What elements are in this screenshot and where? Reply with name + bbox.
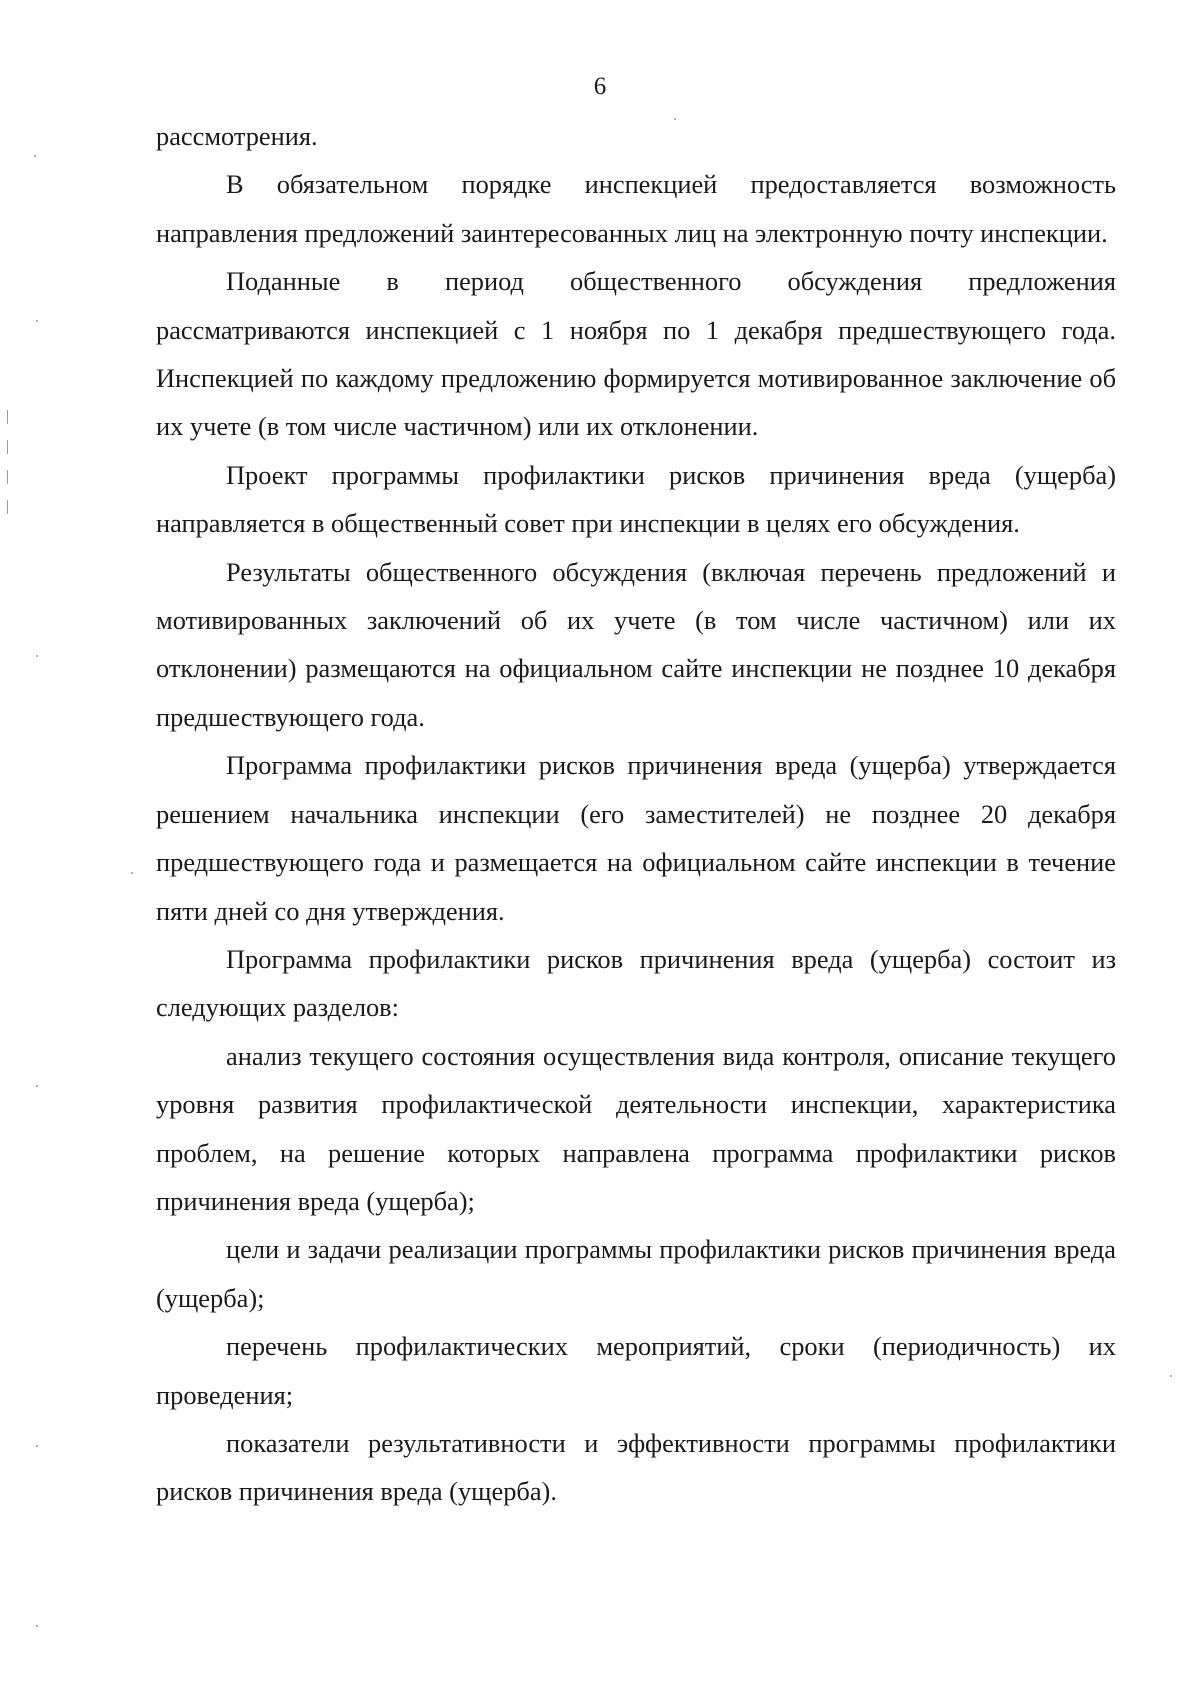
scan-speck [36, 320, 38, 322]
paragraph-continuation: рассмотрения. [156, 121, 318, 151]
scan-speck [674, 118, 676, 120]
paragraph-public-council: Проект программы профилактики рисков причинения вреда (ущерба) направляется в общественный совет при инспекции в целях его обсуждения. [156, 459, 1116, 539]
list-item-indicators: показатели результативности и эффективности программы профилактики рисков причинения вреда (ущерба). [156, 1427, 1116, 1507]
scan-speck [7, 470, 8, 484]
scan-speck [36, 655, 38, 657]
scan-speck [1170, 1375, 1172, 1377]
scan-speck [7, 410, 8, 424]
paragraph-discussion-results: Результаты общественного обсуждения (включая перечень предложений и мотивированных заключений об их учете (в том числе частичном) или их отклонении) размещаются на официальном сайте инспекции не позднее 10 декабря предшествующего года. [156, 556, 1116, 732]
list-item-goals: цели и задачи реализации программы профилактики рисков причинения вреда (ущерба); [156, 1234, 1116, 1313]
scan-speck [7, 500, 8, 514]
page-number: 6 [593, 73, 607, 100]
list-item-measures: перечень профилактических мероприятий, сроки (периодичность) их проведения; [156, 1331, 1116, 1410]
paragraph-review-period: Поданные в период общественного обсуждения предложения рассматриваются инспекцией с 1 ноября по 1 декабря предшествующего года. Инспекцией по каждому предложению формируется мотивированное заключение об их учете (в том числе частичном) или их отклонении. [156, 266, 1116, 442]
list-item-analysis: анализ текущего состояния осуществления вида контроля, описание текущего уровня развития профилактической деятельности инспекции, характеристика проблем, на решение которых направлена программа профилактики рисков причинения вреда (ущерба); [156, 1040, 1116, 1216]
scan-speck [36, 1625, 38, 1627]
paragraph-program-approval: Программа профилактики рисков причинения вреда (ущерба) утверждается решением начальника инспекции (его заместителей) не позднее 20 декабря предшествующего года и размещается на официальном сайте инспекции в течение пяти дней со дня утверждения. [156, 750, 1116, 926]
scan-speck [131, 872, 133, 874]
paragraph-email-proposals: В обязательном порядке инспекцией предоставляется возможность направления предложений заинтересованных лиц на электронную почту инспекции. [156, 169, 1116, 248]
scan-speck [36, 1445, 38, 1447]
scan-speck [36, 1085, 38, 1087]
scan-speck [7, 440, 8, 454]
document-body [156, 112, 1116, 1516]
paragraph-program-sections-intro: Программа профилактики рисков причинения вреда (ущерба) состоит из следующих разделов: [156, 943, 1116, 1023]
scan-speck [34, 155, 36, 157]
